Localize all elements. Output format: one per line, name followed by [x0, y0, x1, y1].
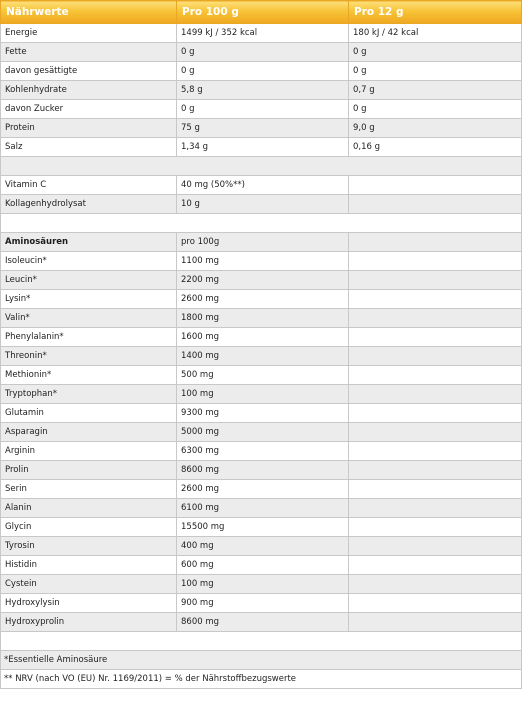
- amino-name: Isoleucin*: [1, 252, 177, 271]
- table-row: [1, 480, 522, 499]
- amino-empty-cell: [349, 252, 522, 271]
- amino-empty-cell: [349, 480, 522, 499]
- amino-name: Cystein: [1, 575, 177, 594]
- amino-per100: 8600 mg: [177, 613, 349, 632]
- table-row: [1, 138, 522, 157]
- table-row: [1, 195, 522, 214]
- table-row: [1, 613, 522, 632]
- table-body: [1, 24, 522, 252]
- amino-per100: 900 mg: [177, 594, 349, 613]
- amino-per100: 15500 mg: [177, 518, 349, 537]
- spacer-cell: [1, 214, 522, 233]
- extra-per100: 10 g: [177, 195, 349, 214]
- table-row: [1, 385, 522, 404]
- amino-name: Arginin: [1, 442, 177, 461]
- amino-empty-cell: [349, 404, 522, 423]
- header-pro-12g: Pro 12 g: [349, 1, 522, 24]
- nutrient-name: davon Zucker: [1, 100, 177, 119]
- table-row: [1, 461, 522, 480]
- table-row: [1, 290, 522, 309]
- header-naehrwerte: Nährwerte: [1, 1, 177, 24]
- table-row: [1, 575, 522, 594]
- table-row: [1, 404, 522, 423]
- nutrient-per100: 0 g: [177, 43, 349, 62]
- amino-per100: 2200 mg: [177, 271, 349, 290]
- amino-name: Hydroxyprolin: [1, 613, 177, 632]
- nutrient-name: Salz: [1, 138, 177, 157]
- table-row: [1, 119, 522, 138]
- spacer-cell: [1, 632, 522, 651]
- amino-per100: 6100 mg: [177, 499, 349, 518]
- extra-per100: 40 mg (50%**): [177, 176, 349, 195]
- amino-name: Asparagin: [1, 423, 177, 442]
- amino-header-row: [1, 233, 522, 252]
- extra-per12: [349, 176, 522, 195]
- footnote-rows: [1, 632, 522, 689]
- table-row: [1, 309, 522, 328]
- spacer-row: [1, 157, 522, 176]
- spacer-row: [1, 632, 522, 651]
- extra-name: Vitamin C: [1, 176, 177, 195]
- amino-name: Phenylalanin*: [1, 328, 177, 347]
- table-row: [1, 423, 522, 442]
- amino-empty-cell: [349, 575, 522, 594]
- nutrient-per100: 1,34 g: [177, 138, 349, 157]
- footnote-row: [1, 651, 522, 670]
- table-row: [1, 366, 522, 385]
- amino-per100: 400 mg: [177, 537, 349, 556]
- amino-name: Hydroxylysin: [1, 594, 177, 613]
- amino-name: Prolin: [1, 461, 177, 480]
- nutrient-per100: 0 g: [177, 100, 349, 119]
- table-row: [1, 442, 522, 461]
- amino-per100: 100 mg: [177, 385, 349, 404]
- amino-empty-cell: [349, 518, 522, 537]
- table-row: [1, 499, 522, 518]
- nutrient-per12: 9,0 g: [349, 119, 522, 138]
- amino-empty-cell: [349, 594, 522, 613]
- nutrient-per100: 75 g: [177, 119, 349, 138]
- nutrient-name: Fette: [1, 43, 177, 62]
- table-row: [1, 556, 522, 575]
- nutrient-per12: 0 g: [349, 100, 522, 119]
- footnote-essential: *Essentielle Aminosäure: [1, 651, 522, 670]
- amino-name: Serin: [1, 480, 177, 499]
- amino-name: Valin*: [1, 309, 177, 328]
- amino-acid-rows: [1, 252, 522, 632]
- amino-empty-cell: [349, 366, 522, 385]
- amino-title: Aminosäuren: [1, 233, 177, 252]
- amino-empty-cell: [349, 613, 522, 632]
- amino-empty-cell: [349, 442, 522, 461]
- nutrient-per100: 0 g: [177, 62, 349, 81]
- amino-per100: 6300 mg: [177, 442, 349, 461]
- amino-name: Glutamin: [1, 404, 177, 423]
- table-row: [1, 100, 522, 119]
- amino-empty-cell: [349, 537, 522, 556]
- footnote-row: [1, 670, 522, 689]
- amino-per100: 8600 mg: [177, 461, 349, 480]
- nutrient-per100: 1499 kJ / 352 kcal: [177, 24, 349, 43]
- amino-per100: 1800 mg: [177, 309, 349, 328]
- amino-empty-cell: [349, 385, 522, 404]
- amino-empty-cell: [349, 328, 522, 347]
- spacer-row: [1, 214, 522, 233]
- nutrient-name: Kohlenhydrate: [1, 81, 177, 100]
- amino-name: Leucin*: [1, 271, 177, 290]
- table-row: [1, 43, 522, 62]
- extra-per12: [349, 195, 522, 214]
- amino-name: Lysin*: [1, 290, 177, 309]
- nutrient-name: Energie: [1, 24, 177, 43]
- amino-empty-cell: [349, 423, 522, 442]
- header-pro-100g: Pro 100 g: [177, 1, 349, 24]
- amino-empty-cell: [349, 233, 522, 252]
- amino-per100: 2600 mg: [177, 290, 349, 309]
- amino-per100: 1100 mg: [177, 252, 349, 271]
- nutrient-per12: 0,7 g: [349, 81, 522, 100]
- nutrient-per12: 180 kJ / 42 kcal: [349, 24, 522, 43]
- nutrient-name: Protein: [1, 119, 177, 138]
- nutrient-per100: 5,8 g: [177, 81, 349, 100]
- amino-per100: 600 mg: [177, 556, 349, 575]
- amino-empty-cell: [349, 347, 522, 366]
- amino-per100: 2600 mg: [177, 480, 349, 499]
- table-row: [1, 176, 522, 195]
- nutrient-per12: 0 g: [349, 43, 522, 62]
- table-row: [1, 518, 522, 537]
- table-row: [1, 24, 522, 43]
- table-row: [1, 594, 522, 613]
- amino-per100: 9300 mg: [177, 404, 349, 423]
- table-row: [1, 62, 522, 81]
- table-row: [1, 81, 522, 100]
- table-row: [1, 347, 522, 366]
- amino-empty-cell: [349, 499, 522, 518]
- amino-name: Threonin*: [1, 347, 177, 366]
- nutrient-per12: 0,16 g: [349, 138, 522, 157]
- amino-per100: 5000 mg: [177, 423, 349, 442]
- amino-unit: pro 100g: [177, 233, 349, 252]
- amino-name: Tyrosin: [1, 537, 177, 556]
- amino-per100: 100 mg: [177, 575, 349, 594]
- amino-per100: 1600 mg: [177, 328, 349, 347]
- amino-empty-cell: [349, 271, 522, 290]
- footnote-nrv: ** NRV (nach VO (EU) Nr. 1169/2011) = % der Nährstoffbezugswerte: [1, 670, 522, 689]
- table-row: [1, 328, 522, 347]
- amino-name: Methionin*: [1, 366, 177, 385]
- nutrient-per12: 0 g: [349, 62, 522, 81]
- amino-empty-cell: [349, 290, 522, 309]
- amino-empty-cell: [349, 461, 522, 480]
- amino-per100: 1400 mg: [177, 347, 349, 366]
- amino-per100: 500 mg: [177, 366, 349, 385]
- amino-name: Glycin: [1, 518, 177, 537]
- amino-empty-cell: [349, 556, 522, 575]
- table-row: [1, 271, 522, 290]
- amino-name: Histidin: [1, 556, 177, 575]
- amino-empty-cell: [349, 309, 522, 328]
- amino-name: Tryptophan*: [1, 385, 177, 404]
- table-header-row: [1, 1, 522, 24]
- nutrient-name: davon gesättigte: [1, 62, 177, 81]
- table-row: [1, 252, 522, 271]
- amino-name: Alanin: [1, 499, 177, 518]
- extra-name: Kollagenhydrolysat: [1, 195, 177, 214]
- table-row: [1, 537, 522, 556]
- spacer-cell: [1, 157, 522, 176]
